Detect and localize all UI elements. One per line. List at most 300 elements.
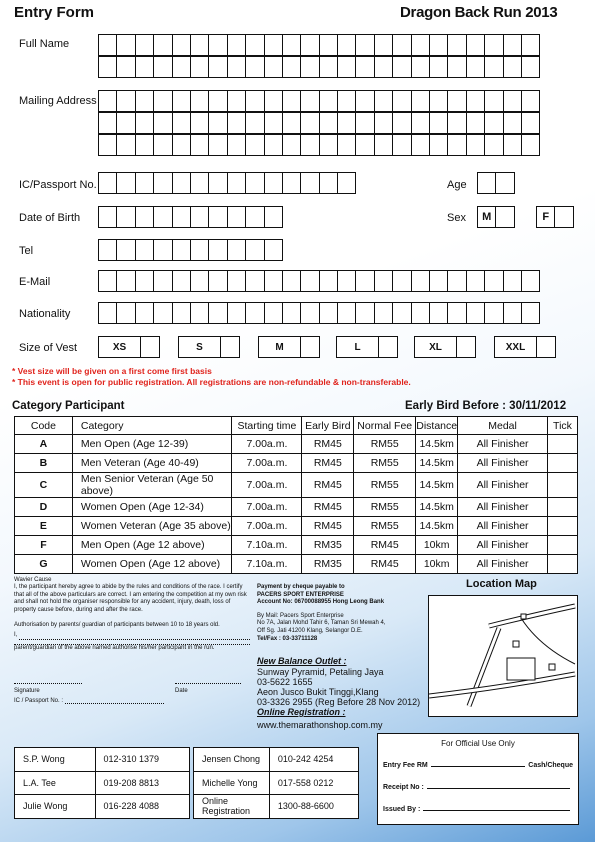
char-box[interactable] [116, 172, 135, 194]
char-box[interactable] [392, 302, 411, 324]
char-box[interactable] [135, 302, 154, 324]
cell-distance: 14.5km [416, 473, 458, 498]
char-box[interactable] [135, 90, 154, 112]
char-box[interactable] [245, 239, 264, 261]
char-box[interactable] [484, 90, 503, 112]
ic-label: IC/Passport No. [19, 179, 97, 191]
char-box[interactable] [135, 112, 154, 134]
char-box[interactable] [392, 56, 411, 78]
contact-row [194, 795, 359, 819]
char-box[interactable] [153, 239, 172, 261]
char-box[interactable] [300, 56, 319, 78]
char-box[interactable] [503, 56, 522, 78]
char-box[interactable] [521, 270, 540, 292]
address-field-row2[interactable] [98, 112, 540, 134]
signature-line[interactable] [14, 683, 82, 684]
char-box[interactable] [282, 56, 301, 78]
char-box[interactable] [116, 239, 135, 261]
vest-label: Size of Vest [19, 342, 78, 354]
char-box[interactable] [208, 134, 227, 156]
char-box[interactable] [503, 34, 522, 56]
vest-option-m[interactable] [258, 336, 320, 358]
mail-line2: No 7A, Jalan Mohd Tahir 6, Taman Sri Mewah 4, [257, 620, 386, 627]
char-box[interactable] [116, 34, 135, 56]
char-box[interactable] [337, 302, 356, 324]
char-box[interactable] [355, 56, 374, 78]
char-box[interactable] [116, 90, 135, 112]
payment-line3: Account No: 06700088955 Hong Leong Bank [257, 599, 385, 606]
char-box[interactable] [411, 34, 430, 56]
cell-distance: 14.5km [416, 517, 458, 536]
char-box[interactable] [264, 239, 283, 261]
char-box[interactable] [190, 270, 209, 292]
char-box[interactable] [116, 56, 135, 78]
cell-normal: RM55 [354, 517, 416, 536]
char-box[interactable] [337, 56, 356, 78]
sex-f-box[interactable] [536, 206, 574, 228]
char-box[interactable] [245, 270, 264, 292]
char-box[interactable] [484, 270, 503, 292]
date-line[interactable] [175, 683, 241, 684]
char-box[interactable] [447, 112, 466, 134]
cell-tick[interactable] [547, 473, 577, 498]
char-box[interactable] [116, 134, 135, 156]
cell-medal: All Finisher [458, 498, 548, 517]
receipt-row[interactable] [383, 784, 573, 791]
char-box[interactable] [355, 270, 374, 292]
char-box[interactable] [208, 206, 227, 228]
char-box[interactable] [429, 134, 448, 156]
char-box[interactable] [116, 270, 135, 292]
nationality-label: Nationality [19, 308, 71, 320]
char-box[interactable] [172, 134, 191, 156]
char-box[interactable] [374, 56, 393, 78]
char-box[interactable] [116, 302, 135, 324]
char-box[interactable] [153, 56, 172, 78]
char-box[interactable] [264, 90, 283, 112]
char-box[interactable] [135, 239, 154, 261]
char-box[interactable] [447, 134, 466, 156]
char-box[interactable] [411, 90, 430, 112]
contact-name: Julie Wong [15, 795, 96, 819]
cell-normal: RM55 [354, 498, 416, 517]
char-box[interactable] [208, 172, 227, 194]
col-category: Category [72, 417, 232, 435]
char-box[interactable] [374, 134, 393, 156]
char-box[interactable] [227, 172, 246, 194]
char-box[interactable] [153, 172, 172, 194]
char-box[interactable] [484, 56, 503, 78]
char-box[interactable] [190, 34, 209, 56]
cell-medal: All Finisher [458, 454, 548, 473]
char-box[interactable] [374, 34, 393, 56]
char-box[interactable] [411, 112, 430, 134]
char-box[interactable] [484, 34, 503, 56]
char-box[interactable] [337, 270, 356, 292]
char-box[interactable] [172, 239, 191, 261]
char-box[interactable] [98, 112, 117, 134]
char-box[interactable] [411, 134, 430, 156]
cell-start: 7.00a.m. [232, 517, 302, 536]
char-box[interactable] [98, 172, 117, 194]
char-box[interactable] [374, 302, 393, 324]
outlet-l3: Aeon Jusco Bukit Tinggi,Klang [257, 687, 379, 697]
char-box[interactable] [153, 134, 172, 156]
cell-medal: All Finisher [458, 473, 548, 498]
char-box[interactable] [503, 270, 522, 292]
contact-name: Michelle Yong [194, 771, 270, 795]
char-box[interactable] [264, 134, 283, 156]
char-box[interactable] [429, 34, 448, 56]
char-box[interactable] [135, 134, 154, 156]
char-box[interactable] [135, 270, 154, 292]
cell-tick[interactable] [547, 454, 577, 473]
char-box[interactable] [392, 134, 411, 156]
char-box[interactable] [282, 90, 301, 112]
char-box[interactable] [484, 302, 503, 324]
entry-fee-row[interactable] [383, 762, 573, 769]
char-box[interactable] [245, 206, 264, 228]
address-field-row1[interactable] [98, 90, 540, 112]
char-box[interactable] [392, 270, 411, 292]
char-box[interactable] [245, 134, 264, 156]
char-box[interactable] [447, 34, 466, 56]
char-box[interactable] [282, 112, 301, 134]
char-box[interactable] [300, 134, 319, 156]
char-box[interactable] [264, 302, 283, 324]
char-box[interactable] [411, 56, 430, 78]
char-box[interactable] [392, 112, 411, 134]
cell-normal: RM55 [354, 454, 416, 473]
char-box[interactable] [98, 134, 117, 156]
col-start: Starting time [232, 417, 302, 435]
char-box[interactable] [300, 172, 319, 194]
char-box[interactable] [337, 112, 356, 134]
char-box[interactable] [153, 34, 172, 56]
char-box[interactable] [172, 90, 191, 112]
char-box[interactable] [245, 172, 264, 194]
char-box[interactable] [337, 172, 356, 194]
char-box[interactable] [135, 172, 154, 194]
char-box[interactable] [521, 56, 540, 78]
char-box[interactable] [190, 90, 209, 112]
char-box[interactable] [319, 172, 338, 194]
cell-early: RM45 [302, 498, 354, 517]
online-title: Online Registration : [257, 707, 346, 717]
char-box[interactable] [503, 302, 522, 324]
char-box[interactable] [172, 270, 191, 292]
char-box[interactable] [282, 34, 301, 56]
map-drawing [429, 596, 577, 716]
char-box[interactable] [319, 112, 338, 134]
char-box[interactable] [245, 34, 264, 56]
char-box[interactable] [300, 112, 319, 134]
char-box[interactable] [98, 90, 117, 112]
cell-tick[interactable] [547, 435, 577, 454]
char-box[interactable] [208, 56, 227, 78]
char-box[interactable] [355, 90, 374, 112]
char-box[interactable] [521, 112, 540, 134]
char-box[interactable] [503, 112, 522, 134]
char-box[interactable] [447, 56, 466, 78]
char-box[interactable] [477, 172, 496, 194]
char-box[interactable] [429, 270, 448, 292]
char-box[interactable] [98, 239, 117, 261]
char-box[interactable] [447, 302, 466, 324]
char-box[interactable] [282, 302, 301, 324]
char-box[interactable] [208, 270, 227, 292]
col-normal: Normal Fee [354, 417, 416, 435]
char-box[interactable] [319, 270, 338, 292]
char-box[interactable] [98, 270, 117, 292]
char-box[interactable] [135, 56, 154, 78]
char-box[interactable] [429, 90, 448, 112]
char-box[interactable] [153, 112, 172, 134]
char-box[interactable] [245, 90, 264, 112]
tel-field[interactable] [98, 239, 283, 261]
char-box[interactable] [208, 112, 227, 134]
char-box[interactable] [227, 302, 246, 324]
char-box[interactable] [300, 302, 319, 324]
char-box[interactable] [245, 112, 264, 134]
char-box[interactable] [429, 112, 448, 134]
char-box[interactable] [300, 34, 319, 56]
char-box[interactable] [153, 302, 172, 324]
address-field-row3[interactable] [98, 134, 540, 156]
cell-medal: All Finisher [458, 536, 548, 555]
char-box[interactable] [466, 90, 485, 112]
char-box[interactable] [374, 90, 393, 112]
char-box[interactable] [495, 172, 514, 194]
char-box[interactable] [190, 172, 209, 194]
nationality-field[interactable] [98, 302, 540, 324]
sex-m-box[interactable] [477, 206, 515, 228]
char-box[interactable] [337, 134, 356, 156]
char-box[interactable] [319, 90, 338, 112]
char-box[interactable] [98, 302, 117, 324]
ic-field[interactable] [98, 172, 356, 194]
char-box[interactable] [355, 302, 374, 324]
char-box[interactable] [429, 56, 448, 78]
cell-early: RM35 [302, 555, 354, 574]
cell-category: Men Senior Veteran (Age 50 above) [72, 473, 232, 498]
full-name-field-row2[interactable] [98, 56, 540, 78]
char-box[interactable] [190, 302, 209, 324]
char-box[interactable] [208, 239, 227, 261]
char-box[interactable] [264, 172, 283, 194]
registration-note: * This event is open for public registration. All registrations are non-refundable & non-transferable. [12, 377, 411, 387]
cell-normal: RM45 [354, 555, 416, 574]
char-box[interactable] [392, 34, 411, 56]
char-box[interactable] [503, 134, 522, 156]
char-box[interactable] [466, 56, 485, 78]
char-box[interactable] [227, 206, 246, 228]
char-box[interactable] [116, 112, 135, 134]
cell-tick[interactable] [547, 498, 577, 517]
vest-option-xs[interactable] [98, 336, 160, 358]
contact-name: L.A. Tee [15, 771, 96, 795]
vest-option-xl[interactable] [414, 336, 476, 358]
char-box[interactable] [190, 206, 209, 228]
char-box[interactable] [208, 90, 227, 112]
cell-start: 7.10a.m. [232, 555, 302, 574]
char-box[interactable] [153, 206, 172, 228]
char-box[interactable] [227, 239, 246, 261]
waiver-text: I, the participant hereby agree to abide by the rules and conditions of the race. I certify that all of the above particulars are correct. I am entering the competition at my own risk and shall not hold the organiser responsible for any accident, injury, death, loss of property cause before, during and after the race. [14, 584, 247, 613]
contact-phone: 016-228 4088 [95, 795, 190, 819]
char-box[interactable] [466, 270, 485, 292]
vest-xl-label: XL [415, 337, 457, 357]
char-box[interactable] [319, 34, 338, 56]
char-box[interactable] [98, 56, 117, 78]
char-box[interactable] [300, 90, 319, 112]
char-box[interactable] [374, 112, 393, 134]
contact-row [15, 771, 190, 795]
char-box[interactable] [319, 56, 338, 78]
online-url[interactable]: www.themarathonshop.com.my [257, 720, 383, 730]
char-box[interactable] [116, 206, 135, 228]
char-box[interactable] [374, 270, 393, 292]
mailing-address-label: Mailing Address [19, 95, 97, 107]
char-box[interactable] [355, 112, 374, 134]
char-box[interactable] [153, 270, 172, 292]
vest-xs-label: XS [99, 337, 141, 357]
char-box[interactable] [466, 134, 485, 156]
cell-category: Men Veteran (Age 40-49) [72, 454, 232, 473]
char-box[interactable] [392, 90, 411, 112]
cell-code: G [15, 555, 73, 574]
char-box[interactable] [172, 206, 191, 228]
char-box[interactable] [153, 90, 172, 112]
full-name-field-row1[interactable] [98, 34, 540, 56]
char-box[interactable] [429, 302, 448, 324]
char-box[interactable] [264, 34, 283, 56]
table-row [15, 555, 578, 574]
char-box[interactable] [227, 134, 246, 156]
cash-cheque-label: Cash/Cheque [528, 762, 573, 769]
char-box[interactable] [521, 134, 540, 156]
category-title: Category Participant [12, 400, 125, 412]
char-box[interactable] [447, 270, 466, 292]
char-box[interactable] [337, 90, 356, 112]
char-box[interactable] [466, 302, 485, 324]
table-header-row [15, 417, 578, 435]
dob-field[interactable] [98, 206, 283, 228]
char-box[interactable] [135, 206, 154, 228]
char-box[interactable] [172, 34, 191, 56]
cell-medal: All Finisher [458, 435, 548, 454]
char-box[interactable] [172, 112, 191, 134]
char-box[interactable] [98, 34, 117, 56]
contact-name: Jensen Chong [194, 748, 270, 772]
char-box[interactable] [208, 302, 227, 324]
contacts-table-2 [193, 747, 359, 819]
char-box[interactable] [190, 239, 209, 261]
char-box[interactable] [172, 302, 191, 324]
age-field[interactable] [477, 172, 515, 194]
char-box[interactable] [319, 134, 338, 156]
char-box[interactable] [190, 112, 209, 134]
char-box[interactable] [190, 134, 209, 156]
char-box[interactable] [172, 56, 191, 78]
char-box[interactable] [98, 206, 117, 228]
char-box[interactable] [337, 34, 356, 56]
char-box[interactable] [411, 302, 430, 324]
char-box[interactable] [227, 56, 246, 78]
cell-tick[interactable] [547, 536, 577, 555]
char-box[interactable] [227, 112, 246, 134]
cell-distance: 14.5km [416, 498, 458, 517]
char-box[interactable] [411, 270, 430, 292]
email-field[interactable] [98, 270, 540, 292]
guardian-line[interactable] [14, 632, 250, 639]
char-box[interactable] [300, 270, 319, 292]
char-box[interactable] [264, 270, 283, 292]
char-box[interactable] [355, 34, 374, 56]
char-box[interactable] [264, 206, 283, 228]
ic-signature-row[interactable] [14, 698, 164, 704]
char-box[interactable] [190, 56, 209, 78]
char-box[interactable] [282, 134, 301, 156]
char-box[interactable] [227, 34, 246, 56]
vest-m-label: M [259, 337, 301, 357]
char-box[interactable] [484, 134, 503, 156]
char-box[interactable] [355, 134, 374, 156]
char-box[interactable] [319, 302, 338, 324]
char-box[interactable] [172, 172, 191, 194]
char-box[interactable] [227, 90, 246, 112]
location-map [428, 595, 578, 717]
char-box[interactable] [282, 270, 301, 292]
char-box[interactable] [466, 112, 485, 134]
char-box[interactable] [208, 34, 227, 56]
contact-row [15, 748, 190, 772]
early-bird-date: Early Bird Before : 30/11/2012 [405, 400, 567, 412]
waiver-authorisation: Authorisation by parents/ guardian of participants between 10 to 18 years old. [14, 622, 220, 629]
char-box[interactable] [521, 90, 540, 112]
receipt-label: Receipt No : [383, 784, 424, 791]
char-box[interactable] [264, 112, 283, 134]
payment-line1: Payment by cheque payable to [257, 584, 345, 590]
char-box[interactable] [484, 112, 503, 134]
outlet-title: New Balance Outlet : [257, 656, 347, 666]
char-box[interactable] [227, 270, 246, 292]
vest-option-l[interactable] [336, 336, 398, 358]
vest-option-s[interactable] [178, 336, 240, 358]
char-box[interactable] [521, 302, 540, 324]
char-box[interactable] [521, 34, 540, 56]
i-label: I, [14, 632, 18, 639]
cell-tick[interactable] [547, 517, 577, 536]
official-use-box [377, 733, 579, 825]
char-box[interactable] [264, 56, 283, 78]
issued-row[interactable] [383, 806, 573, 813]
cell-category: Men Open (Age 12 above) [72, 536, 232, 555]
char-box[interactable] [135, 34, 154, 56]
cell-tick[interactable] [547, 555, 577, 574]
vest-option-xxl[interactable] [494, 336, 556, 358]
char-box[interactable] [503, 90, 522, 112]
char-box[interactable] [282, 172, 301, 194]
cell-code: C [15, 473, 73, 498]
official-title: For Official Use Only [441, 739, 515, 748]
char-box[interactable] [245, 302, 264, 324]
char-box[interactable] [245, 56, 264, 78]
char-box[interactable] [447, 90, 466, 112]
char-box[interactable] [466, 34, 485, 56]
contact-phone: 012-310 1379 [95, 748, 190, 772]
cell-start: 7.10a.m. [232, 536, 302, 555]
